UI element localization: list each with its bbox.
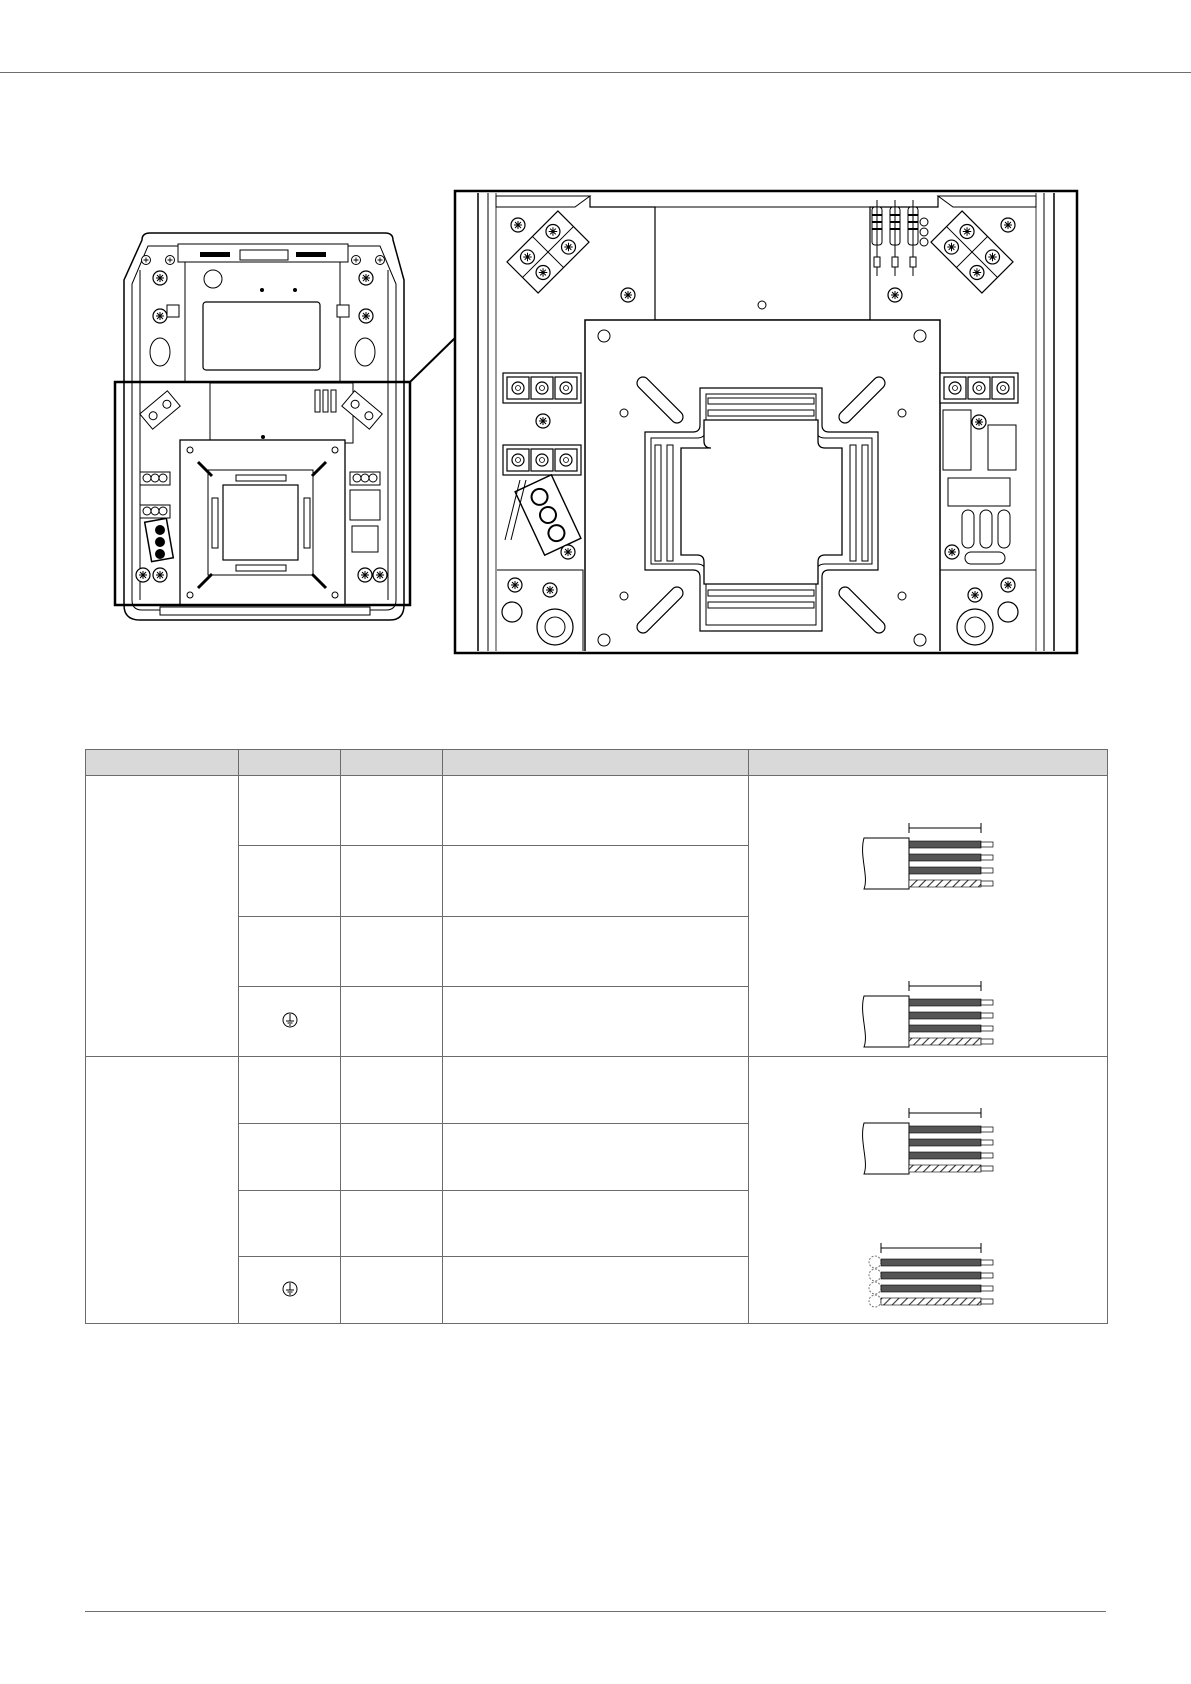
column-header (749, 750, 1108, 776)
strip-diagram-jacketed-1 (863, 823, 993, 889)
device-overview (124, 233, 404, 620)
color-cell (341, 1123, 443, 1190)
column-header (341, 750, 443, 776)
terminal-cell (239, 916, 341, 986)
color-cell (341, 776, 443, 846)
function-cell (443, 916, 749, 986)
group-name-cell (86, 776, 239, 1057)
color-cell (341, 986, 443, 1056)
strip-diagram-jacketed-3 (863, 1108, 993, 1174)
color-cell (341, 916, 443, 986)
protective-earth-icon (282, 1280, 298, 1298)
terminal-cell (239, 1057, 341, 1124)
function-cell (443, 1123, 749, 1190)
color-cell (341, 846, 443, 916)
cable-strip-diagram (749, 1057, 1108, 1323)
color-cell (341, 1257, 443, 1324)
strip-diagram-cell (749, 1057, 1108, 1324)
group-name-cell (86, 1057, 239, 1324)
table-header-row (86, 750, 1108, 776)
wiring-table (85, 749, 1108, 1324)
function-cell (443, 1257, 749, 1324)
function-cell (443, 986, 749, 1056)
strip-diagram-jacketed-2 (863, 981, 993, 1047)
terminal-cell (239, 776, 341, 846)
function-cell (443, 1057, 749, 1124)
column-header (443, 750, 749, 776)
zoom-connector-line (410, 337, 456, 382)
color-cell (341, 1057, 443, 1124)
column-header (239, 750, 341, 776)
color-cell (341, 1190, 443, 1257)
terminal-cell (239, 846, 341, 916)
terminal-cell (239, 1257, 341, 1324)
function-cell (443, 776, 749, 846)
cable-strip-diagram (749, 776, 1108, 1056)
terminal-cell (239, 986, 341, 1056)
function-cell (443, 1190, 749, 1257)
strip-diagram-ferrule (869, 1243, 993, 1307)
table-row (86, 776, 1108, 846)
table-row (86, 1057, 1108, 1124)
column-header (86, 750, 239, 776)
device-detail (455, 191, 1077, 655)
terminal-cell (239, 1123, 341, 1190)
footer-rule (85, 1611, 1106, 1612)
strip-diagram-cell (749, 776, 1108, 1057)
protective-earth-icon (282, 1011, 298, 1029)
wiring-figure (0, 0, 1191, 700)
terminal-cell (239, 1190, 341, 1257)
function-cell (443, 846, 749, 916)
